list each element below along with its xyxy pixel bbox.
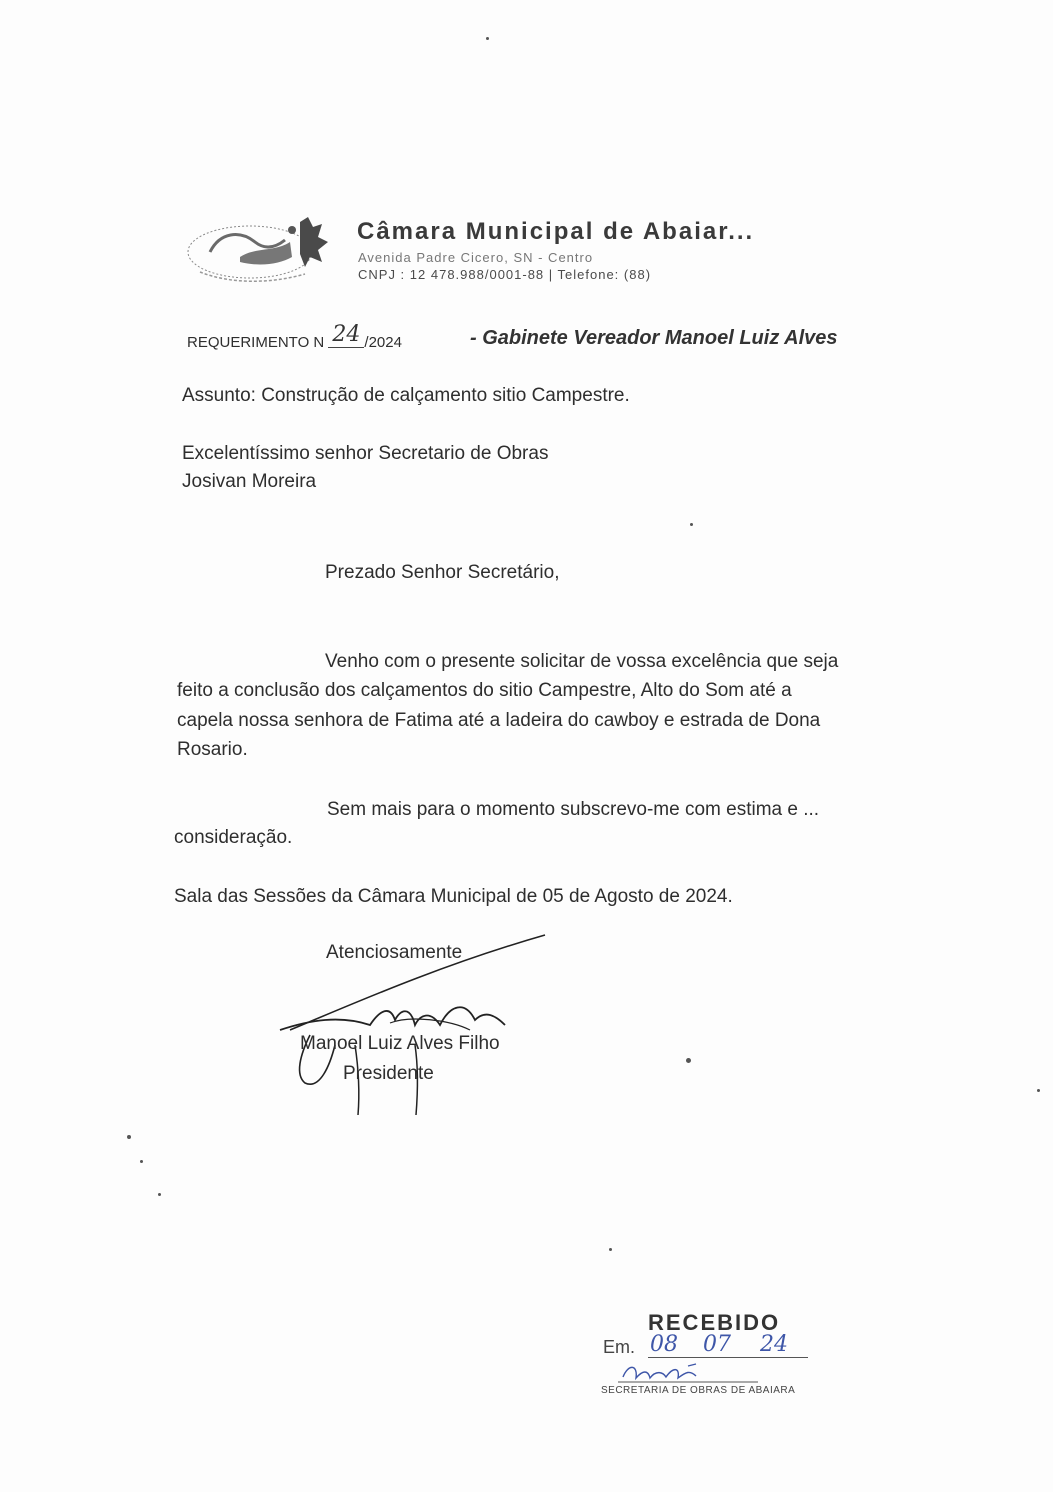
closing-paragraph-line: Sem mais para o momento subscrevo-me com estima e ... xyxy=(327,799,820,820)
scan-speck xyxy=(486,37,489,40)
scan-speck xyxy=(686,1058,691,1063)
body-paragraph-line: Rosario. xyxy=(177,739,248,760)
scan-speck xyxy=(690,523,693,526)
requerimento-prefix: REQUERIMENTO N xyxy=(187,334,325,351)
scan-speck xyxy=(158,1193,161,1196)
subject-line: Assunto: Construção de calçamento sitio Campestre. xyxy=(182,385,630,406)
letterhead xyxy=(180,212,900,292)
stamp-signature xyxy=(618,1362,758,1384)
signer-role: Presidente xyxy=(343,1063,434,1084)
scan-speck xyxy=(1037,1089,1040,1092)
organization-name: Câmara Municipal de Abaiar... xyxy=(357,218,755,245)
requerimento-year: /2024 xyxy=(364,334,402,351)
closing-salutation: Atenciosamente xyxy=(326,942,463,963)
recipient-title: Excelentíssimo senhor Secretario de Obras xyxy=(182,443,549,464)
body-paragraph-line: capela nossa senhora de Fatima até a ladeira do cawboy e estrada de Dona xyxy=(177,710,821,731)
scan-speck xyxy=(609,1248,612,1251)
stamp-month: 07 xyxy=(703,1332,731,1357)
organization-address: Avenida Padre Cicero, SN - Centro xyxy=(358,250,594,265)
received-stamp xyxy=(598,1310,838,1400)
greeting: Prezado Senhor Secretário, xyxy=(325,562,560,583)
stamp-department: SECRETARIA DE OBRAS DE ABAIARA xyxy=(601,1385,796,1396)
stamp-year: 24 xyxy=(760,1332,788,1357)
requerimento-number-line xyxy=(187,322,402,354)
recipient-name: Josivan Moreira xyxy=(182,471,317,492)
body-paragraph-line: Venho com o presente solicitar de vossa excelência que seja xyxy=(325,651,839,672)
signer-name: Manoel Luiz Alves Filho xyxy=(300,1033,500,1054)
handwritten-signature xyxy=(270,925,560,1125)
place-and-date: Sala das Sessões da Câmara Municipal de 05 de Agosto de 2024. xyxy=(174,886,733,907)
scan-speck xyxy=(127,1135,131,1139)
scan-speck xyxy=(140,1160,143,1163)
body-paragraph-line: feito a conclusão dos calçamentos do sitio Campestre, Alto do Som até a xyxy=(177,680,792,701)
stamp-day: 08 xyxy=(650,1332,678,1357)
municipal-logo-icon xyxy=(180,212,345,287)
gabinete-title: - Gabinete Vereador Manoel Luiz Alves xyxy=(470,327,838,349)
stamp-title: RECEBIDO xyxy=(648,1310,781,1335)
organization-cnpj-phone: CNPJ : 12 478.988/0001-88 | Telefone: (88) xyxy=(358,267,652,282)
stamp-em-label: Em. xyxy=(603,1337,636,1357)
stamp-date xyxy=(648,1330,808,1360)
closing-paragraph-line: consideração. xyxy=(174,827,293,848)
requerimento-number: 24 xyxy=(328,322,364,348)
